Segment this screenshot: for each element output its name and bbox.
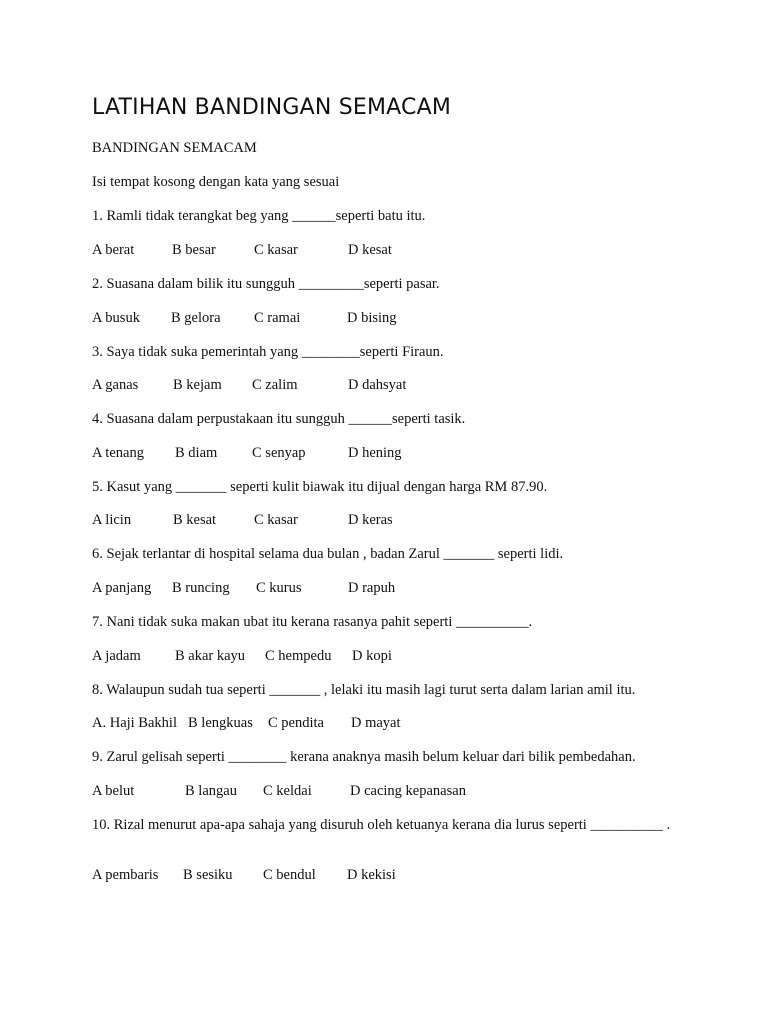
- question-3-text: 3. Saya tidak suka pemerintah yang ________seperti Firaun.: [92, 344, 444, 360]
- option-b: B sesiku: [183, 867, 233, 883]
- option-a: A belut: [92, 783, 135, 799]
- question-10-text: 10. Rizal menurut apa-apa sahaja yang disuruh oleh ketuanya kerana dia lurus seperti __________ .: [92, 817, 671, 833]
- question-1-text: 1. Ramli tidak terangkat beg yang ______seperti batu itu.: [92, 208, 426, 224]
- option-b: B kesat: [173, 512, 217, 528]
- option-c: C bendul: [263, 867, 316, 883]
- option-a: A busuk: [92, 310, 140, 326]
- option-d: D kopi: [352, 648, 392, 664]
- option-a: A licin: [92, 512, 132, 528]
- option-d: D rapuh: [348, 580, 396, 596]
- option-c: C senyap: [252, 445, 306, 461]
- option-b: B besar: [172, 242, 216, 258]
- option-c: C pendita: [268, 715, 324, 731]
- option-c: C zalim: [252, 377, 298, 393]
- option-b: B gelora: [171, 310, 221, 326]
- option-b: B langau: [185, 783, 237, 799]
- question-8-text: 8. Walaupun sudah tua seperti _______ , lelaki itu masih lagi turut serta dalam larian amil itu.: [92, 682, 636, 698]
- option-b: B akar kayu: [175, 648, 246, 664]
- option-c: C keldai: [263, 783, 312, 799]
- option-a: A. Haji Bakhil: [92, 715, 177, 731]
- option-d: D keras: [348, 512, 393, 528]
- question-6-text: 6. Sejak terlantar di hospital selama dua bulan , badan Zarul _______ seperti lidi.: [92, 546, 564, 562]
- option-a: A tenang: [92, 445, 144, 461]
- page-title: LATIHAN BANDINGAN SEMACAM: [92, 95, 452, 120]
- option-c: C kasar: [254, 512, 298, 528]
- option-c: C hempedu: [265, 648, 332, 664]
- option-b: B runcing: [172, 580, 230, 596]
- question-2-text: 2. Suasana dalam bilik itu sungguh _________seperti pasar.: [92, 276, 440, 292]
- option-a: A pembaris: [92, 867, 159, 883]
- question-4-text: 4. Suasana dalam perpustakaan itu sungguh ______seperti tasik.: [92, 411, 466, 427]
- option-a: A jadam: [92, 648, 141, 664]
- option-c: C kurus: [256, 580, 302, 596]
- section-subtitle: BANDINGAN SEMACAM: [92, 140, 257, 156]
- option-d: D hening: [348, 445, 402, 461]
- question-5-text: 5. Kasut yang _______ seperti kulit biawak itu dijual dengan harga RM 87.90.: [92, 479, 548, 495]
- instruction-text: Isi tempat kosong dengan kata yang sesuai: [92, 174, 340, 190]
- option-b: B diam: [175, 445, 218, 461]
- option-a: A berat: [92, 242, 135, 258]
- question-9-text: 9. Zarul gelisah seperti ________ kerana anaknya masih belum keluar dari bilik pembedahan.: [92, 749, 636, 765]
- option-a: A ganas: [92, 377, 139, 393]
- option-d: D mayat: [351, 715, 401, 731]
- option-c: C kasar: [254, 242, 298, 258]
- option-d: D dahsyat: [348, 377, 407, 393]
- option-d: D kekisi: [347, 867, 396, 883]
- option-a: A panjang: [92, 580, 152, 596]
- option-c: C ramai: [254, 310, 301, 326]
- option-d: D kesat: [348, 242, 392, 258]
- option-b: B lengkuas: [188, 715, 253, 731]
- question-7-text: 7. Nani tidak suka makan ubat itu kerana rasanya pahit seperti __________.: [92, 614, 533, 630]
- option-b: B kejam: [173, 377, 222, 393]
- option-d: D bising: [347, 310, 397, 326]
- option-d: D cacing kepanasan: [350, 783, 466, 799]
